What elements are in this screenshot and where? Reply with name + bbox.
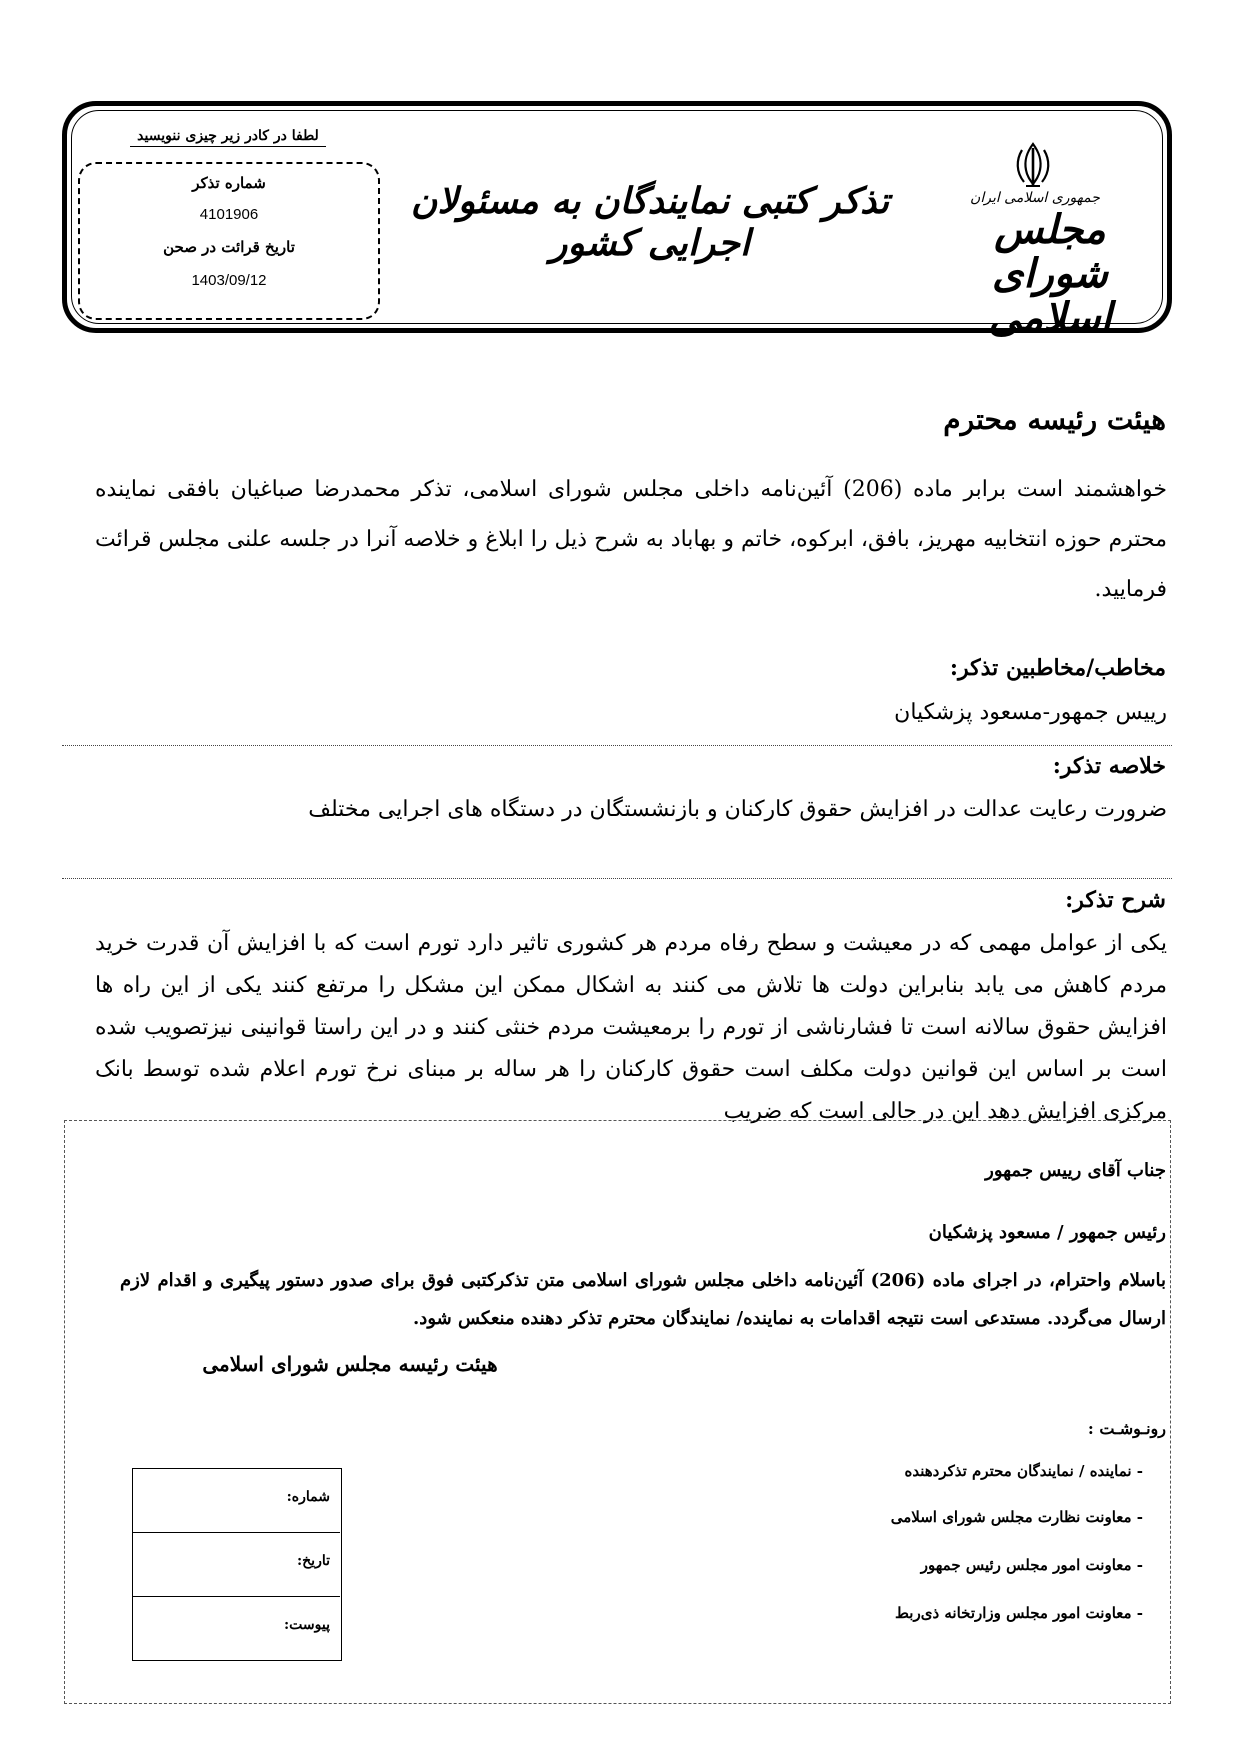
republic-label: جمهوری اسلامی ایران xyxy=(970,190,1100,206)
addressee-heading: مخاطب/مخاطبین تذکر: xyxy=(949,655,1166,681)
intro-paragraph: خواهشمند است برابر ماده (206) آئین‌نامه داخلی مجلس شورای اسلامی، تذکر محمدرضا صباغیان بافقی نماینده محترم حوزه انتخابیه مهریز، بافق، ابرکوه، خاتم و بهاباد به شرح ذیل را ابلاغ و خلاصه آنرا در جلسه علنی مجلس قرائت فرمایید. xyxy=(95,477,1167,602)
copy-item: - معاونت امور مجلس وزارتخانه ذی‌ربط xyxy=(895,1604,1143,1622)
note-number-label: شماره تذکر xyxy=(192,174,266,192)
reference-table xyxy=(132,1468,342,1661)
summary-text: ضرورت رعایت عدالت در افزایش حقوق کارکنان و بازنشستگان در دستگاه های اجرایی مختلف xyxy=(308,797,1167,822)
copy-item: - معاونت امور مجلس رئیس جمهور xyxy=(920,1556,1143,1574)
reading-date-label: تاریخ قرائت در صحن xyxy=(163,238,295,256)
salutation: جناب آقای رییس جمهور xyxy=(985,1160,1166,1181)
do-not-write-note: لطفا در کادر زیر چیزی ننویسید xyxy=(130,128,326,147)
copy-item: - نماینده / نمایندگان محترم تذکردهنده xyxy=(904,1462,1143,1480)
description-paragraph: یکی از عوامل مهمی که در معیشت و سطح رفاه مردم هر کشوری تاثیر دارد تورم است که با افزایش آن قدرت خرید مردم کاهش می یابد بنابراین دولت ها تلاش می کنند به اشکال ممکن این مشکل را مرتفع کنند یکی از این راه ها افزایش حقوق سالانه است تا فشارناشی از تورم را برمعیشت مردم خنثی کنند و در این راستا قوانینی نیزتصویب شده است بر اساس این قوانین دولت مکلف است حقوق کارکنان را هر ساله بر مبنای نرخ تورم اعلام شده توسط بانک مرکزی افزایش دهد این در حالی است که ضریب xyxy=(95,931,1168,1124)
note-number-value: 4101906 xyxy=(199,206,259,223)
recipient: رئیس جمهور / مسعود پزشکیان xyxy=(928,1222,1166,1243)
ref-label-number: شماره: xyxy=(286,1489,330,1505)
copy-item: - معاونت نظارت مجلس شورای اسلامی xyxy=(890,1508,1143,1526)
ref-label-attachment: پیوست: xyxy=(284,1617,330,1633)
document-title: تذکر کتبی نمایندگان به مسئولان اجرایی کشور xyxy=(410,180,890,264)
forwarding-body: باسلام واحترام، در اجرای ماده (206) آئین‌نامه داخلی مجلس شورای اسلامی متن تذکرکتبی فوق برای صدور دستور پیگیری و اقدام لازم ارسال می‌گردد. مستدعی است نتیجه اقدامات به نماینده/ نمایندگان محترم تذکر دهنده منعکس شود. xyxy=(120,1270,1166,1329)
ref-row-date xyxy=(133,1533,340,1597)
ref-row-number xyxy=(133,1469,340,1533)
addressee-text: رییس جمهور-مسعود پزشکیان xyxy=(894,700,1167,725)
summary-heading: خلاصه تذکر: xyxy=(1052,753,1166,779)
ref-row-attachment xyxy=(133,1597,340,1661)
copies-heading: رونـوشـت : xyxy=(1087,1419,1166,1438)
divider xyxy=(62,745,1172,746)
ref-label-date: تاریخ: xyxy=(296,1553,330,1569)
board-signature: هیئت رئیسه مجلس شورای اسلامی xyxy=(202,1352,498,1376)
greeting-heading: هیئت رئیسه محترم xyxy=(943,403,1166,436)
description-heading: شرح تذکر: xyxy=(1065,887,1166,913)
parliament-logo-text: مجلس شورای اسلامی xyxy=(988,206,1112,341)
reading-date-value: 1403/09/12 xyxy=(191,272,267,289)
iran-emblem-icon xyxy=(1010,140,1056,190)
divider xyxy=(62,878,1172,879)
